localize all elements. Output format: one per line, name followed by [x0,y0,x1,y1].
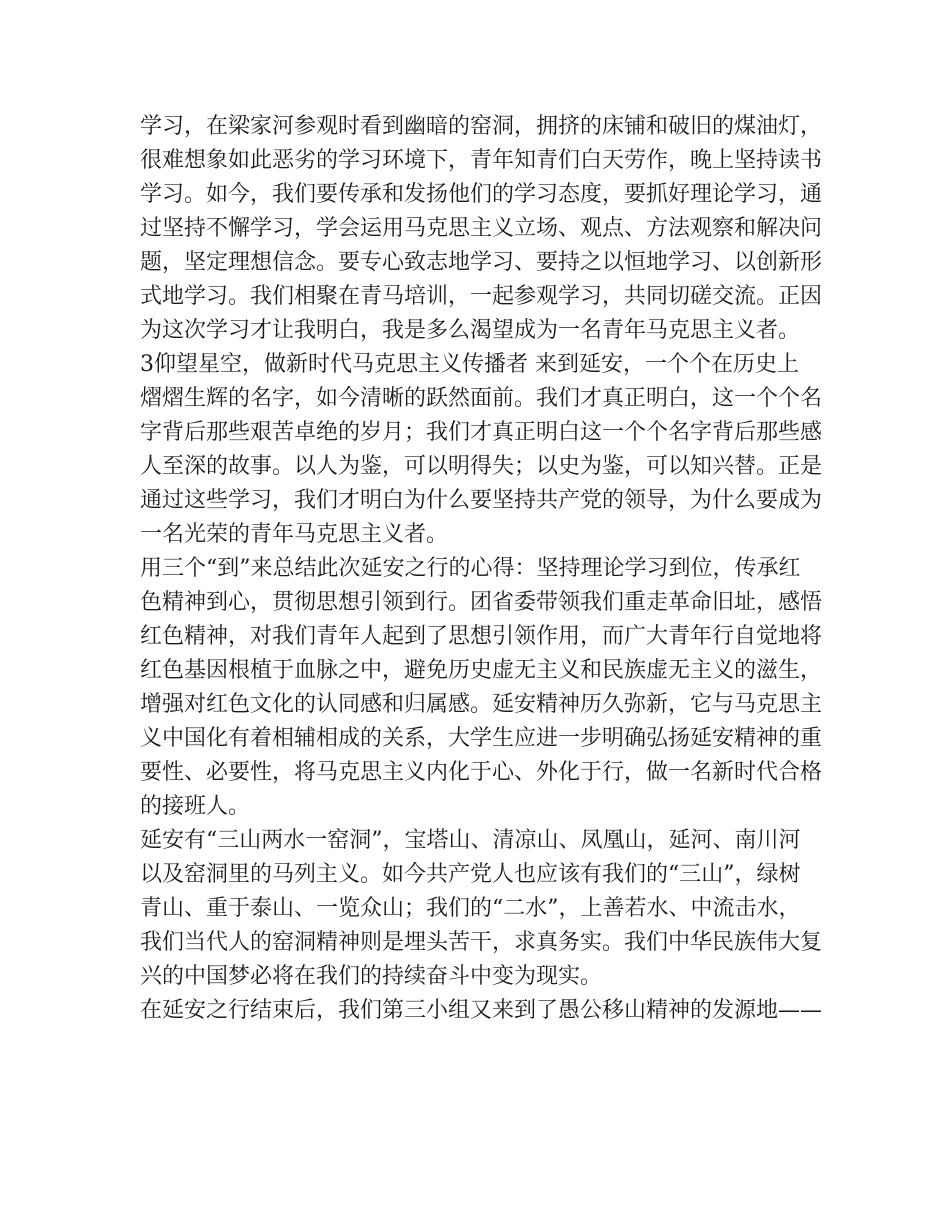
text-line: 要性、必要性，将马克思主义内化于心、外化于行，做一名新时代合格 [140,760,823,785]
text-line: 义中国化有着相辅相成的关系，大学生应进一步明确弘扬延安精神的重 [140,726,823,751]
text-line: 一名光荣的青年马克思主义者。 [140,522,449,547]
text-line: 以及窑洞里的马列主义。如今共产党人也应该有我们的“三山”，绿树 [140,862,801,887]
text-line: 兴的中国梦必将在我们的持续奋斗中变为现实。 [140,964,603,989]
text-line: 过坚持不懈学习，学会运用马克思主义立场、观点、方法观察和解决问 [140,216,823,241]
text-line: 式地学习。我们相聚在青马培训，一起参观学习，共同切磋交流。正因 [140,284,823,309]
text-line: 的接班人。 [140,794,251,819]
text-line: 为这次学习才让我明白，我是多么渴望成为一名青年马克思主义者。 [140,318,801,343]
text-line: 延安有“三山两水一窑洞”，宝塔山、清凉山、凤凰山，延河、南川河 [140,828,801,853]
text-line: 增强对红色文化的认同感和归属感。延安精神历久弥新，它与马克思主 [140,692,823,717]
text-line: 通过这些学习，我们才明白为什么要坚持共产党的领导，为什么要成为 [140,488,823,513]
text-line: 红色基因根植于血脉之中，避免历史虚无主义和民族虚无主义的滋生， [140,658,823,683]
text-line: 色精神到心，贯彻思想引领到行。团省委带领我们重走革命旧址，感悟 [140,590,823,615]
body-text [140,110,830,1028]
text-line: 人至深的故事。以人为鉴，可以明得失；以史为鉴，可以知兴替。正是 [140,454,823,479]
text-line: 很难想象如此恶劣的学习环境下，青年知青们白天劳作，晚上坚持读书 [140,148,823,173]
text-line: 用三个“到”来总结此次延安之行的心得：坚持理论学习到位，传承红 [140,556,801,581]
text-line: 红色精神，对我们青年人起到了思想引领作用，而广大青年行自觉地将 [140,624,823,649]
text-line: 题，坚定理想信念。要专心致志地学习、要持之以恒地学习、以创新形 [140,250,823,275]
text-line: 青山、重于泰山、一览众山；我们的“二水”，上善若水、中流击水， [140,896,801,921]
text-line: 学习。如今，我们要传承和发扬他们的学习态度，要抓好理论学习，通 [140,182,823,207]
text-line: 学习，在梁家河参观时看到幽暗的窑洞，拥挤的床铺和破旧的煤油灯， [140,114,823,139]
text-line: 字背后那些艰苦卓绝的岁月；我们才真正明白这一个个名字背后那些感 [140,420,823,445]
text-line: 熠熠生辉的名字，如今清晰的跃然面前。我们才真正明白，这一个个名 [140,386,823,411]
text-line: 在延安之行结束后，我们第三小组又来到了愚公移山精神的发源地—— [140,998,823,1023]
text-line: 我们当代人的窑洞精神则是埋头苦干，求真务实。我们中华民族伟大复 [140,930,823,955]
text-line: 3仰望星空，做新时代马克思主义传播者 来到延安，一个个在历史上 [140,352,799,377]
